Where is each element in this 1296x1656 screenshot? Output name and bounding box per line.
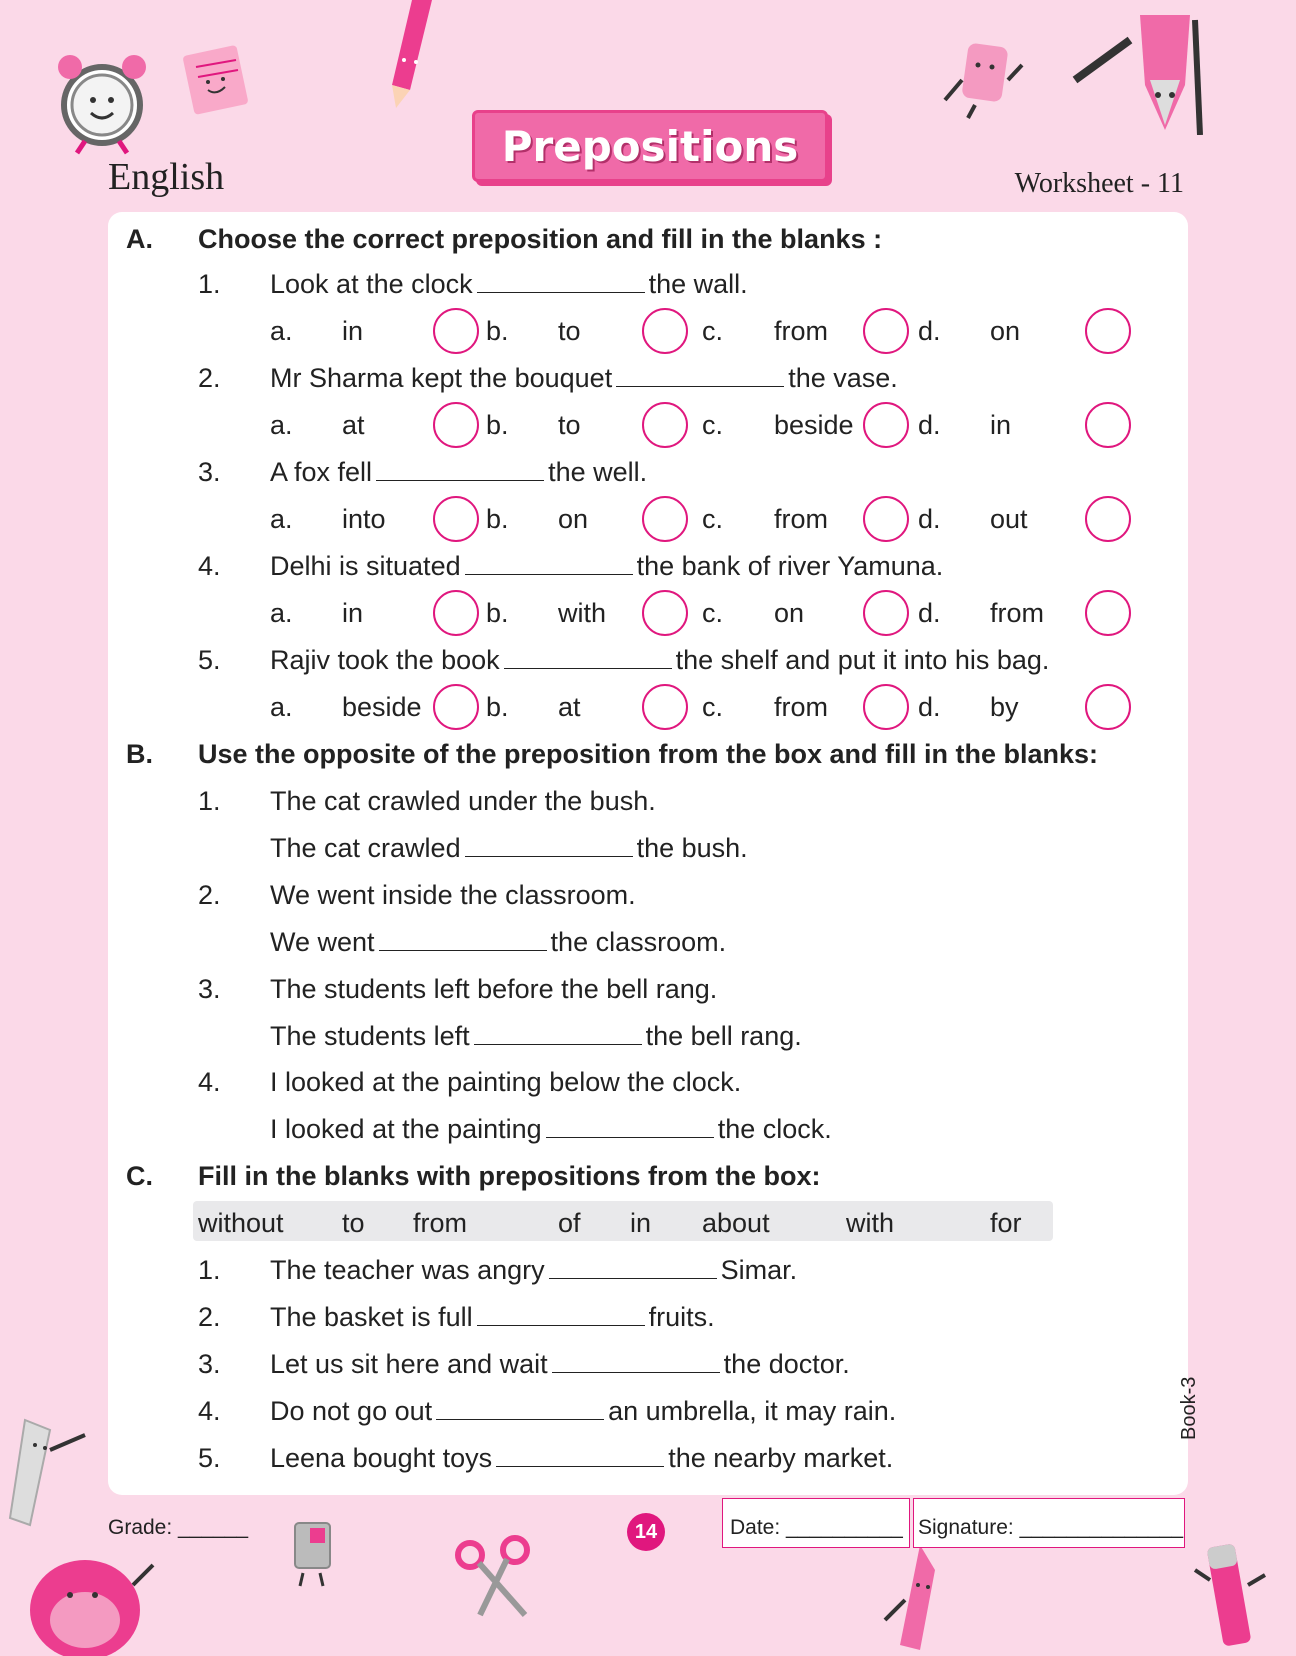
question-number: 2. (198, 880, 221, 910)
word-box-item: from (413, 1208, 467, 1238)
option-circle[interactable] (1085, 402, 1131, 448)
answer-blank[interactable] (477, 270, 645, 293)
sentence-row (270, 1441, 893, 1475)
question-number: 3. (198, 974, 221, 1004)
option-circle[interactable] (1085, 684, 1131, 730)
option-circle[interactable] (642, 308, 688, 354)
option-word: from (990, 598, 1044, 628)
alarm-clock-icon (55, 45, 150, 155)
word-box (193, 1201, 1053, 1241)
option-letter: a. (270, 504, 293, 534)
sentence-row (270, 831, 748, 865)
question-sentence: The students left before the bell rang. (270, 974, 718, 1004)
option-letter: c. (702, 598, 724, 628)
answer-blank[interactable] (465, 834, 633, 857)
option-letter: b. (486, 598, 509, 628)
option-word: beside (342, 692, 422, 722)
option-word: from (774, 316, 828, 346)
option-letter: c. (702, 410, 724, 440)
option-word: in (342, 316, 364, 346)
sentence-before: Leena bought toys (270, 1443, 493, 1473)
question-number: 4. (198, 1396, 221, 1426)
word-box-item: for (990, 1208, 1022, 1238)
answer-blank[interactable] (546, 1115, 714, 1138)
option-letter: a. (270, 410, 293, 440)
word-box-item: in (630, 1208, 652, 1238)
option-letter: a. (270, 598, 293, 628)
option-circle[interactable] (1085, 590, 1131, 636)
option-word: by (990, 692, 1019, 722)
sentence-before: Rajiv took the book (270, 645, 500, 675)
option-letter: a. (270, 692, 293, 722)
title-banner (472, 110, 828, 182)
pencil-character-icon (1070, 10, 1210, 135)
answer-blank[interactable] (504, 646, 672, 669)
answer-blank[interactable] (552, 1350, 720, 1373)
option-word: on (558, 504, 589, 534)
sentence-row (270, 1300, 715, 1334)
option-letter: c. (702, 692, 724, 722)
option-circle[interactable] (863, 684, 909, 730)
option-letter: c. (702, 316, 724, 346)
sentence-after: the shelf and put it into his bag. (675, 645, 1050, 675)
option-word: to (558, 410, 581, 440)
option-letter: d. (918, 598, 941, 628)
option-circle[interactable] (433, 684, 479, 730)
sentence-before: Mr Sharma kept the bouquet (270, 363, 613, 393)
sentence-row (270, 1253, 797, 1287)
section-letter-c: C. (126, 1161, 153, 1191)
section-heading-a: Choose the correct preposition and fill in the blanks : (198, 224, 883, 254)
sentence-before: The cat crawled (270, 833, 461, 863)
question-number: 2. (198, 1302, 221, 1332)
word-box-item: of (558, 1208, 581, 1238)
grade-field[interactable]: Grade: ______ (108, 1516, 249, 1539)
answer-blank[interactable] (496, 1444, 664, 1467)
option-word: with (558, 598, 607, 628)
worksheet-number: Worksheet - 11 (1014, 168, 1184, 199)
option-word: at (558, 692, 581, 722)
sentence-row (270, 549, 943, 583)
option-circle[interactable] (1085, 308, 1131, 354)
question-number: 1. (198, 786, 221, 816)
option-word: on (990, 316, 1021, 346)
option-circle[interactable] (433, 308, 479, 354)
option-letter: d. (918, 504, 941, 534)
section-heading-c: Fill in the blanks with prepositions from the box: (198, 1161, 821, 1191)
sentence-row (270, 267, 748, 301)
question-number: 4. (198, 1067, 221, 1097)
option-circle[interactable] (1085, 496, 1131, 542)
page-number: 14 (627, 1513, 665, 1551)
question-sentence: The cat crawled under the bush. (270, 786, 656, 816)
sentence-before: Let us sit here and wait (270, 1349, 548, 1379)
option-letter: a. (270, 316, 293, 346)
question-number: 1. (198, 269, 221, 299)
answer-blank[interactable] (549, 1256, 717, 1279)
question-number: 3. (198, 1349, 221, 1379)
question-number: 1. (198, 1255, 221, 1285)
option-circle[interactable] (642, 590, 688, 636)
question-number: 5. (198, 645, 221, 675)
option-letter: c. (702, 504, 724, 534)
answer-blank[interactable] (376, 458, 544, 481)
word-box-item: without (198, 1208, 284, 1238)
sentence-before: The students left (270, 1021, 470, 1051)
sentence-after: the nearby market. (668, 1443, 894, 1473)
book-label: Book-3 (1178, 1376, 1200, 1440)
sentence-after: the doctor. (723, 1349, 850, 1379)
sentence-before: The basket is full (270, 1302, 473, 1332)
word-box-item: to (342, 1208, 365, 1238)
sentence-after: an umbrella, it may rain. (608, 1396, 897, 1426)
option-word: out (990, 504, 1028, 534)
option-letter: b. (486, 504, 509, 534)
sentence-before: A fox fell (270, 457, 373, 487)
sentence-row (270, 361, 898, 395)
option-word: beside (774, 410, 854, 440)
option-circle[interactable] (863, 308, 909, 354)
ruler-icon (5, 1410, 95, 1530)
pencil-icon (382, 0, 442, 110)
section-letter-a: A. (126, 224, 153, 254)
answer-blank[interactable] (477, 1303, 645, 1326)
date-field[interactable]: Date: __________ (730, 1516, 903, 1539)
sentence-before: We went (270, 927, 375, 957)
highlighter-icon (1190, 1540, 1270, 1650)
sentence-row (270, 1112, 832, 1146)
option-circle[interactable] (642, 496, 688, 542)
sentence-after: the vase. (788, 363, 898, 393)
sentence-after: the wall. (648, 269, 748, 299)
answer-blank[interactable] (436, 1397, 604, 1420)
sentence-row (270, 455, 647, 489)
sentence-before: Do not go out (270, 1396, 433, 1426)
answer-blank[interactable] (474, 1022, 642, 1045)
scissors-icon (455, 1535, 535, 1620)
option-letter: d. (918, 410, 941, 440)
eraser-icon (940, 40, 1030, 120)
sentence-after: the classroom. (550, 927, 727, 957)
sentence-after: the bush. (636, 833, 748, 863)
option-circle[interactable] (433, 402, 479, 448)
option-letter: b. (486, 316, 509, 346)
sentence-after: Simar. (720, 1255, 798, 1285)
sentence-before: Look at the clock (270, 269, 473, 299)
option-circle[interactable] (433, 496, 479, 542)
option-circle[interactable] (433, 590, 479, 636)
option-circle[interactable] (863, 590, 909, 636)
option-word: at (342, 410, 365, 440)
subject-label: English (108, 156, 225, 198)
page-title: Prepositions (501, 121, 799, 171)
crayon-icon (880, 1540, 960, 1650)
sentence-before: I looked at the painting (270, 1114, 542, 1144)
word-box-item: with (846, 1208, 895, 1238)
sentence-row (270, 1347, 850, 1381)
question-number: 5. (198, 1443, 221, 1473)
answer-blank[interactable] (616, 364, 784, 387)
sentence-row (270, 1019, 802, 1053)
sentence-after: the bank of river Yamuna. (636, 551, 944, 581)
option-word: on (774, 598, 805, 628)
section-letter-b: B. (126, 739, 153, 769)
option-word: into (342, 504, 386, 534)
option-circle[interactable] (642, 402, 688, 448)
option-letter: d. (918, 316, 941, 346)
backpack-icon (15, 1525, 155, 1656)
option-word: in (342, 598, 364, 628)
option-letter: b. (486, 410, 509, 440)
option-circle[interactable] (863, 402, 909, 448)
option-letter: b. (486, 692, 509, 722)
notebook-icon (178, 42, 260, 122)
option-letter: d. (918, 692, 941, 722)
question-number: 3. (198, 457, 221, 487)
question-number: 2. (198, 363, 221, 393)
answer-blank[interactable] (379, 928, 547, 951)
option-circle[interactable] (863, 496, 909, 542)
sentence-after: the clock. (717, 1114, 832, 1144)
question-sentence: We went inside the classroom. (270, 880, 636, 910)
answer-blank[interactable] (465, 552, 633, 575)
sharpener-icon (285, 1518, 345, 1588)
option-word: from (774, 692, 828, 722)
word-box-item: about (702, 1208, 770, 1238)
sentence-before: Delhi is situated (270, 551, 461, 581)
section-heading-b: Use the opposite of the preposition from the box and fill in the blanks: (198, 739, 1099, 769)
sentence-row (270, 925, 726, 959)
sentence-after: the bell rang. (645, 1021, 802, 1051)
option-word: in (990, 410, 1012, 440)
sentence-row (270, 1394, 896, 1428)
sentence-row (270, 643, 1049, 677)
sentence-before: The teacher was angry (270, 1255, 545, 1285)
option-word: to (558, 316, 581, 346)
question-sentence: I looked at the painting below the clock. (270, 1067, 742, 1097)
option-word: from (774, 504, 828, 534)
sentence-after: fruits. (648, 1302, 715, 1332)
option-circle[interactable] (642, 684, 688, 730)
question-number: 4. (198, 551, 221, 581)
signature-field[interactable]: Signature: ______________ (918, 1516, 1184, 1539)
sentence-after: the well. (548, 457, 648, 487)
